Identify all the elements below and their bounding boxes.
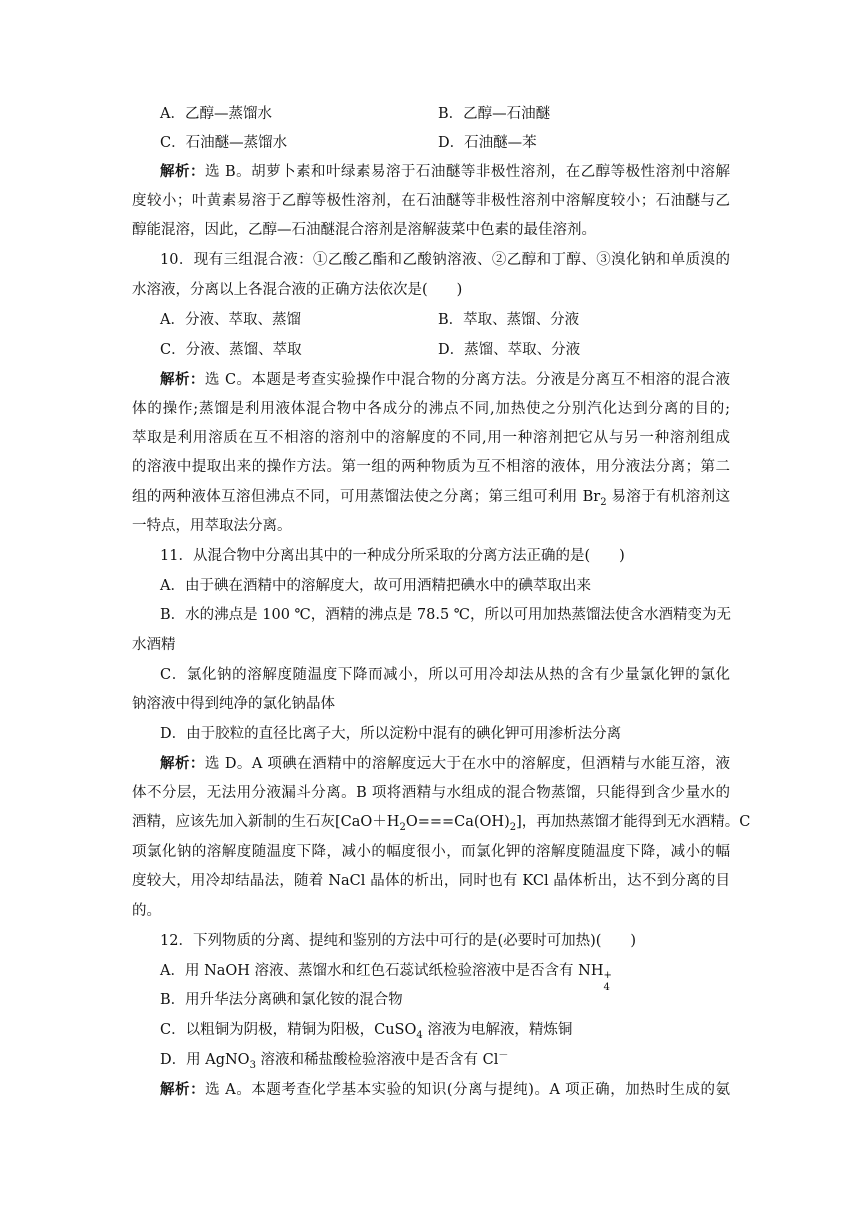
q9-explanation-line2: 度较小；叶黄素易溶于乙醇等极性溶剂，在石油醚等非极性溶剂中溶解度较小；石油醚与乙 [132,193,730,209]
q11-option-a: A．由于碘在酒精中的溶解度大，故可用酒精把碘水中的碘萃取出来 [160,578,591,594]
q11-stem: 11．从混合物中分离出其中的一种成分所采取的分离方法正确的是( ) [160,548,625,564]
q10-stem-line1: 10．现有三组混合液：①乙酸乙酯和乙酸钠溶液、②乙醇和丁醇、③溴化钠和单质溴的 [160,252,730,268]
q10-option-c: C．分液、蒸馏、萃取 [160,342,302,358]
q11-expl3-a: 酒精，应该先加入新制的生石灰[CaO＋H [132,814,400,830]
q11-option-b-line2: 水酒精 [132,637,176,653]
q12-stem: 12．下列物质的分离、提纯和鉴别的方法中可行的是(必要时可加热)( ) [160,933,637,949]
q12-expl-text1: 选 A。本题考查化学基本实验的知识(分离与提纯)。A 项正确，加热时生成的氨 [205,1082,730,1098]
q11-expl-text1: 选 D。A 项碘在酒精中的溶解度远大于在水中的溶解度，但酒精与水能互溶，液 [204,756,731,772]
q10-explanation-line2: 体的操作;蒸馏是利用液体混合物中各成分的沸点不同,加热使之分别汽化达到分离的目的; [132,401,730,417]
q12-explanation-line1 [160,1080,730,1100]
subscript: 4 [416,1029,423,1041]
q9-option-a: A．乙醇—蒸馏水 [160,106,272,122]
q12-opt-c-b: 溶液为电解液，精炼铜 [422,1022,573,1038]
explanation-label: 解析： [160,1081,206,1098]
q10-expl-text1: 选 C。本题是考查实验操作中混合物的分离方法。分液是分离互不相溶的混合液 [204,372,730,388]
q11-option-c-line2: 钠溶液中得到纯净的氯化钠晶体 [132,696,335,712]
q11-option-d: D．由于胶粒的直径比离子大，所以淀粉中混有的碘化钾可用渗析法分离 [160,726,622,742]
q10-expl5-a: 组的两种液体互溶但沸点不同，可用蒸馏法使之分离；第三组可利用 Br [132,489,601,505]
q10-option-d: D．蒸馏、萃取、分液 [438,342,581,358]
q11-explanation-line3 [132,812,751,833]
q11-explanation-line5: 度较大，用冷却结晶法，随着 NaCl 晶体的析出，同时也有 KCl 晶体析出，达不到分离的目 [132,873,730,889]
q12-option-c [160,1020,572,1040]
q10-options-row1 [160,310,580,330]
q10-explanation-line6: 一特点，用萃取法分离。 [132,518,292,534]
q11-expl3-b: O===Ca(OH) [405,814,510,830]
explanation-label: 解析： [160,163,205,180]
explanation-label: 解析： [160,371,205,388]
subscript: 2 [399,821,406,833]
q12-opt-d-a: D．用 AgNO [160,1052,250,1068]
q10-stem-line2: 水溶液，分离以上各混合液的正确方法依次是( ) [132,282,463,298]
q12-opt-d-b: 溶液和稀盐酸检验溶液中是否含有 Cl [255,1052,499,1068]
q11-explanation-line4: 项氯化钠的溶解度随温度下降，减小的幅度很小，而氯化钾的溶解度随温度下降，减小的幅 [132,844,730,860]
q10-explanation-line4: 的溶液中提取出来的操作方法。第一组的两种物质为互不相溶的液体，用分液法分离；第二 [132,459,730,475]
q9-option-b: B．乙醇—石油醚 [438,106,551,122]
q9-expl-text1: 选 B。胡萝卜素和叶绿素易溶于石油醚等非极性溶剂，在乙醇等极性溶剂中溶解 [204,164,731,180]
subscript: 3 [249,1059,256,1071]
q12-option-a [160,961,612,993]
q11-explanation-line2: 体不分层，无法用分液漏斗分离。B 项将酒精与水组成的混合物蒸馏，只能得到含少量水的 [132,785,730,801]
q10-expl5-b: 易溶于有机溶剂这 [606,489,731,505]
q12-option-d [160,1050,508,1070]
explanation-label: 解析： [160,755,205,772]
q10-option-a: A．分液、萃取、蒸馏 [160,312,301,328]
q9-options-row1 [160,104,551,124]
superscript: + [603,970,612,981]
q12-opt-c-a: C．以粗铜为阴极，精铜为阳极，CuSO [160,1022,417,1038]
q10-explanation-line3: 萃取是利用溶质在互不相溶的溶剂中的溶解度的不同,用一种溶剂把它从与另一种溶剂组成 [132,430,730,446]
q11-expl3-c: ]，再加热蒸馏才能得到无水酒精。C [516,814,751,830]
q11-option-c-line1: C．氯化钠的溶解度随温度下降而减小，所以可用冷却法从热的含有少量氯化钾的氯化 [160,667,730,683]
subscript: 4 [603,982,610,993]
subscript: 2 [600,496,607,508]
superscript: － [498,1050,509,1062]
q11-explanation-line6: 的。 [132,903,161,919]
q10-options-row2 [160,340,581,360]
q9-options-row2 [160,133,537,153]
q12-option-b: B．用升华法分离碘和氯化铵的混合物 [160,992,403,1008]
q9-option-c: C．石油醚—蒸馏水 [160,135,288,151]
q9-explanation-line3: 醇能混溶，因此，乙醇—石油醚混合溶剂是溶解菠菜中色素的最佳溶剂。 [132,222,596,238]
q11-explanation-line1 [160,754,730,774]
q11-option-b-line1: B．水的沸点是 100 ℃，酒精的沸点是 78.5 ℃，所以可用加热蒸馏法使含水酒精变为无 [160,607,731,623]
q12-opt-a-text: A．用 NaOH 溶液、蒸馏水和红色石蕊试纸检验溶液中是否含有 NH [160,963,604,979]
q9-option-d: D．石油醚—苯 [438,135,537,151]
q10-explanation-line1 [160,370,730,390]
q10-explanation-line5 [132,487,730,507]
subscript: 2 [509,821,517,833]
q10-option-b: B．萃取、蒸馏、分液 [438,312,580,328]
q9-explanation-line1 [160,162,730,182]
